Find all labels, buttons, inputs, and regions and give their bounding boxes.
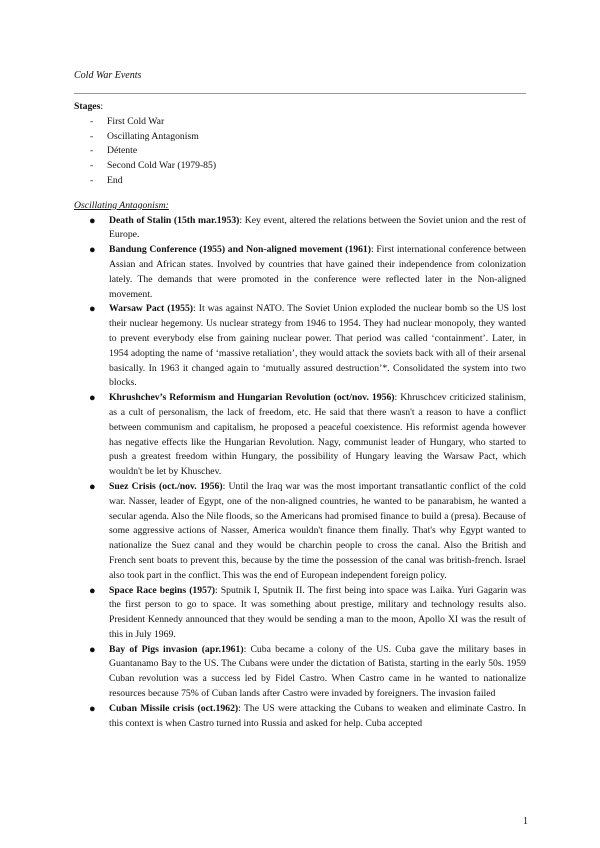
event-text: : First international conference between Assian and African states. Involved by countries that have gained their independence from colonization lately. The demands that were promoted in the conference were reflected later in the Non-aligned movement. xyxy=(109,244,526,300)
bullet-icon: ● xyxy=(89,244,96,257)
event-text: : Key event, altered the relations between the Soviet union and the rest of Europe. xyxy=(109,214,526,241)
event-text: : The US were attacking the Cubans to weaken and eliminate Castro. In this context is when Castro turned into Russia and asked for help. Cuba accepted xyxy=(109,702,526,729)
event-text: : It was against NATO. The Soviet Union exploded the nuclear bomb so the US lost their nuclear hegemony. Us nuclear strategy from 1946 to 1954. They had nuclear monopoly, they wanted to prevent everybody else from gaining nuclear power. That period was called ‘containment’. Later, in 1954 adopting the name of ‘massive retaliation’, they would attack the soviets back with all of their arsenal basically. In 1963 it changed again to ‘mutually assured destruction’*. Consolidated the system into two blocks. xyxy=(109,303,526,389)
event-item xyxy=(89,480,526,584)
event-title: Warsaw Pact (1955) xyxy=(109,303,194,315)
event-item xyxy=(89,643,526,702)
events-list xyxy=(74,214,526,732)
event-item xyxy=(89,214,526,244)
stage-label: First Cold War xyxy=(107,115,165,127)
document-body xyxy=(74,100,526,731)
bullet-icon: ● xyxy=(89,392,96,405)
event-title: Suez Crisis (oct./nov. 1956) xyxy=(109,480,223,492)
stages-heading-colon: : xyxy=(100,101,104,112)
dash-marker: - xyxy=(90,115,94,127)
dash-marker: - xyxy=(90,174,94,186)
stage-item xyxy=(90,144,526,159)
stage-label: End xyxy=(107,174,123,186)
event-item xyxy=(89,702,526,732)
event-item xyxy=(89,584,526,643)
event-title: Bandung Conference (1955) and Non-aligned movement (1961) xyxy=(109,244,371,256)
event-text: : Until the Iraq war was the most important transatlantic conflict of the cold war. Nasser, leader of Egypt, one of the non-aligned countries, he wanted to be panarabism, he wanted a secular agenda. Also the Nile floods, so the Americans had promised finance to build a (presa). Because of some aggressive actions of Nasser, America wouldn't finance them finally. That's why Egypt wanted to nationalize the Suez canal and they would be charchin people to cross the canal. Also the British and French sent boats to prevent this, because by the time the possession of the canal was british-french. Israel also took part in the conflict. This was the end of European independent foreign policy. xyxy=(109,480,526,581)
bullet-icon: ● xyxy=(89,303,96,316)
dash-marker: - xyxy=(90,160,94,172)
stage-item xyxy=(90,159,526,174)
event-title: Space Race begins (1957) xyxy=(109,584,216,596)
event-title: Cuban Missile crisis (oct.1962) xyxy=(109,702,239,714)
header-divider xyxy=(74,93,526,94)
event-text: : Cuba became a colony of the US. Cuba gave the military bases in Guantanamo Bay to the US. The Cubans were under the dictation of Batista, starting in the early 50s. 1959 Cuban revolution was a success led by Fidel Castro. When Castro came in he wanted to nationalize resources because 75% of Cuban lands after Castro were invaded by foreigners. The invasion failed xyxy=(109,643,526,700)
event-text: : Khruschcev criticized stalinism, as a cult of personalism, the lack of freedom, etc. He said that there wasn't a reason to have a conflict between communism and capitalism, he proposed a peaceful coexistence. His reformist agenda however has negative effects like the Hungarian Revolution. Nagy, communist leader of Hungary, who started to push a greatest freedom within Hungary, the possibility of Hungary leaving the Warsaw Pact, which wouldn't be let by Khuschev. xyxy=(109,392,526,478)
event-title: Bay of Pigs invasion (apr.1961) xyxy=(109,643,244,655)
event-item xyxy=(89,243,526,302)
event-item xyxy=(89,391,526,480)
stage-label: Second Cold War (1979-85) xyxy=(107,160,217,172)
bullet-icon: ● xyxy=(89,643,96,656)
bullet-icon: ● xyxy=(89,214,96,227)
bullet-icon: ● xyxy=(89,584,96,597)
event-title: Death of Stalin (15th mar.1953) xyxy=(109,214,240,226)
stages-heading xyxy=(74,100,526,115)
bullet-icon: ● xyxy=(89,702,96,715)
page-number: 1 xyxy=(523,816,528,827)
section-heading: Oscillating Antagonism: xyxy=(74,199,169,211)
stage-label: Oscillating Antagonism xyxy=(107,130,199,142)
stages-list xyxy=(74,115,526,189)
stage-label: Détente xyxy=(107,145,138,157)
stage-item xyxy=(90,115,526,130)
stage-item xyxy=(90,174,526,189)
stage-item xyxy=(90,130,526,145)
event-text: : Sputnik I, Sputnik II. The first being into space was Laika. Yuri Gagarin was the first person to go to space. It was something about prestige, military and technology results also. President Kennedy announced that they would be sending a man to the moon, Apollo XI was the result of this in July 1969. xyxy=(109,584,526,640)
bullet-icon: ● xyxy=(89,480,96,493)
event-item xyxy=(89,302,526,391)
dash-marker: - xyxy=(90,130,94,142)
dash-marker: - xyxy=(90,145,94,157)
document-title: Cold War Events xyxy=(74,70,142,81)
stages-heading-text: Stages xyxy=(74,101,101,112)
event-title: Khrushchev’s Reformism and Hungarian Revolution (oct/nov. 1956) xyxy=(109,392,395,404)
